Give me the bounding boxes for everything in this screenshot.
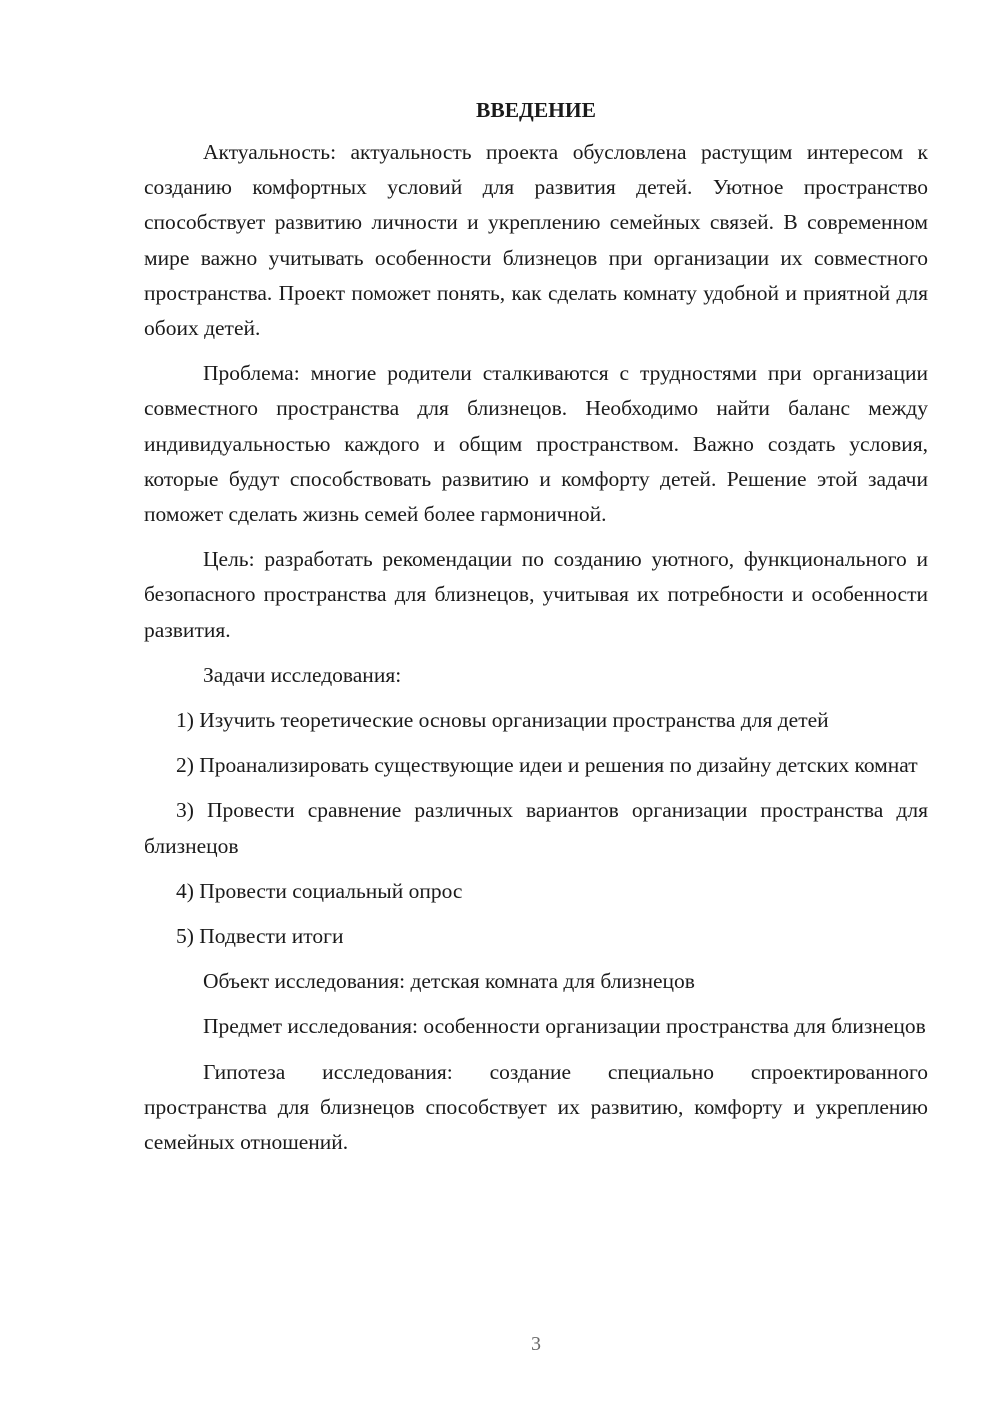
task-item-1: 1) Изучить теоретические основы организации пространства для детей — [176, 708, 829, 733]
research-subject: Предмет исследования: особенности организации пространства для близнецов — [203, 1014, 926, 1039]
research-object: Объект исследования: детская комната для близнецов — [203, 969, 695, 994]
task-item-2: 2) Проанализировать существующие идеи и решения по дизайну детских комнат — [176, 753, 918, 778]
goal-paragraph: Цель: разработать рекомендации по созданию уютного, функционального и безопасного пространства для близнецов, учитывая их потребности и особенности развития. — [144, 547, 928, 642]
document-page — [144, 90, 928, 1170]
tasks-heading: Задачи исследования: — [203, 662, 402, 687]
page-number: 3 — [531, 1333, 541, 1355]
task-item-3: 3) Провести сравнение различных вариантов организации пространства для близнецов — [144, 798, 928, 858]
task-item-4: 4) Провести социальный опрос — [176, 878, 463, 903]
research-hypothesis: Гипотеза исследования: создание специально спроектированного пространства для близнецов способствует их развитию, комфорту и укреплению семейных отношений. — [144, 1059, 928, 1155]
problem-paragraph: Проблема: многие родители сталкиваются с трудностями при организации совместного пространства для близнецов. Необходимо найти баланс между индивидуальностью каждого и общим пространством. Важно создать условия, которые будут способствовать развитию и комфорту детей. Решение этой задачи поможет сделать жизнь семей более гармоничной. — [144, 361, 928, 527]
relevance-paragraph: Актуальность: актуальность проекта обусловлена растущим интересом к созданию комфортных условий для развития детей. Уютное пространство способствует развитию личности и укреплению семейных связей. В современном мире важно учитывать особенности близнецов при организации их совместного пространства. Проект поможет понять, как сделать комнату удобной и приятной для обоих детей. — [144, 140, 928, 341]
section-title: ВВЕДЕНИЕ — [476, 98, 596, 122]
task-item-5: 5) Подвести итоги — [176, 924, 344, 949]
